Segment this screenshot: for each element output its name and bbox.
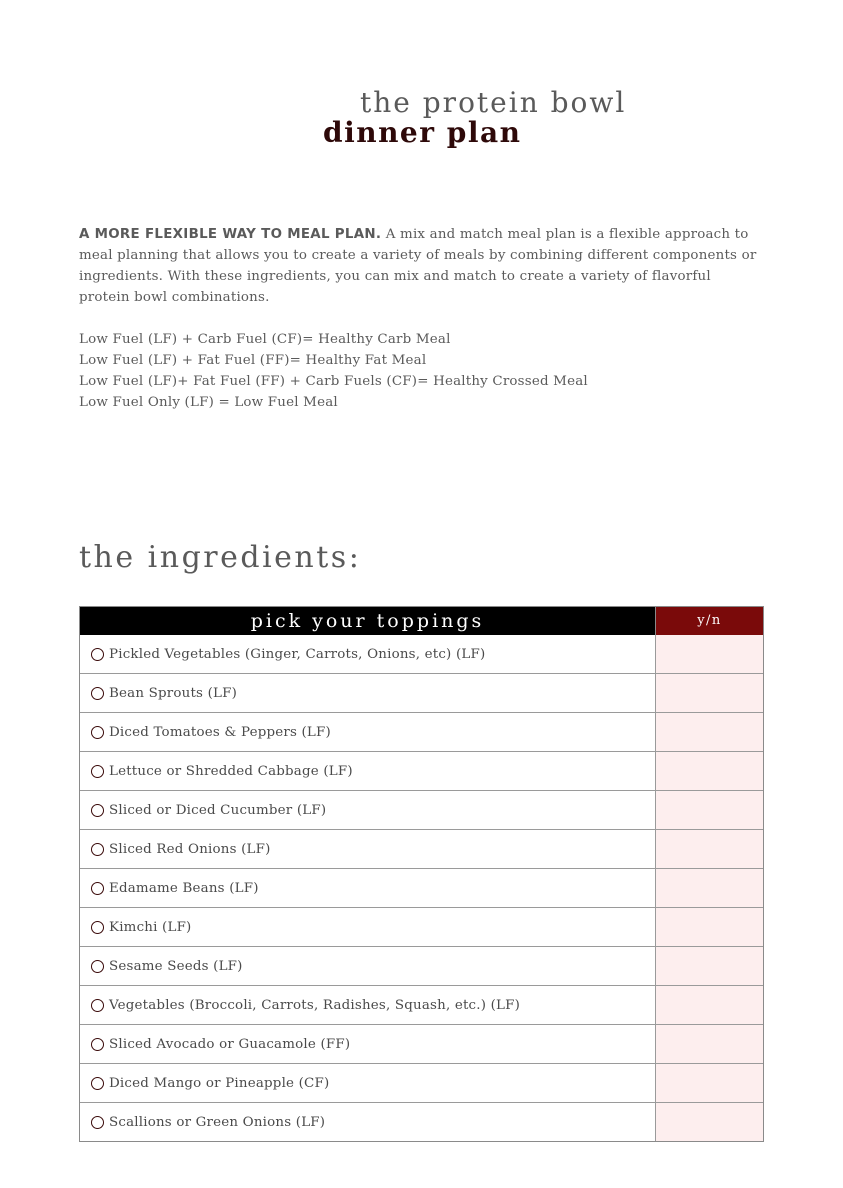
radio-circle-icon[interactable] xyxy=(91,726,104,739)
topping-label: Kimchi (LF) xyxy=(109,919,192,935)
formula-item: Low Fuel (LF)+ Fat Fuel (FF) + Carb Fuels (CF)= Healthy Crossed Meal xyxy=(79,374,588,389)
page-title-line2: dinner plan xyxy=(323,116,522,149)
topping-label: Vegetables (Broccoli, Carrots, Radishes, Squash, etc.) (LF) xyxy=(109,997,521,1013)
topping-label: Edamame Beans (LF) xyxy=(109,880,259,896)
topping-label: Sliced or Diced Cucumber (LF) xyxy=(109,802,327,818)
table-row xyxy=(80,673,763,712)
table-row xyxy=(80,712,763,751)
radio-circle-icon[interactable] xyxy=(91,687,104,700)
yn-cell[interactable] xyxy=(655,674,763,712)
topping-label: Bean Sprouts (LF) xyxy=(109,685,238,701)
radio-circle-icon[interactable] xyxy=(91,843,104,856)
topping-cell xyxy=(80,947,655,985)
topping-label: Diced Mango or Pineapple (CF) xyxy=(109,1075,330,1091)
intro-body: A mix and match meal plan is a flexible approach to meal planning that allows you to create a variety of meals by combining different components or ingredients. With these ingredients, you can mix and match to create a variety of flavorful protein bowl combinations. xyxy=(79,227,757,305)
topping-label: Diced Tomatoes & Peppers (LF) xyxy=(109,724,331,740)
section-heading-ingredients: the ingredients: xyxy=(79,540,362,575)
yn-cell[interactable] xyxy=(655,752,763,790)
yn-cell[interactable] xyxy=(655,791,763,829)
topping-cell xyxy=(80,752,655,790)
topping-cell xyxy=(80,830,655,868)
yn-cell[interactable] xyxy=(655,830,763,868)
topping-label: Sliced Red Onions (LF) xyxy=(109,841,271,857)
table-row xyxy=(80,1024,763,1063)
formula-item: Low Fuel (LF) + Fat Fuel (FF)= Healthy Fat Meal xyxy=(79,353,427,368)
table-row xyxy=(80,635,763,673)
topping-cell xyxy=(80,1103,655,1141)
topping-cell xyxy=(80,869,655,907)
yn-cell[interactable] xyxy=(655,947,763,985)
radio-circle-icon[interactable] xyxy=(91,882,104,895)
table-row xyxy=(80,751,763,790)
radio-circle-icon[interactable] xyxy=(91,1077,104,1090)
table-row xyxy=(80,829,763,868)
page-title-line1: the protein bowl xyxy=(360,86,627,119)
yn-cell[interactable] xyxy=(655,1103,763,1141)
topping-cell xyxy=(80,635,655,673)
topping-cell xyxy=(80,1064,655,1102)
topping-label: Lettuce or Shredded Cabbage (LF) xyxy=(109,763,353,779)
topping-label: Sliced Avocado or Guacamole (FF) xyxy=(109,1036,351,1052)
radio-circle-icon[interactable] xyxy=(91,1038,104,1051)
table-body xyxy=(80,635,763,1141)
topping-label: Pickled Vegetables (Ginger, Carrots, Onions, etc) (LF) xyxy=(109,646,486,662)
topping-label: Scallions or Green Onions (LF) xyxy=(109,1114,326,1130)
table-row xyxy=(80,946,763,985)
toppings-table xyxy=(79,606,764,1142)
yn-cell[interactable] xyxy=(655,713,763,751)
yn-cell[interactable] xyxy=(655,986,763,1024)
table-row xyxy=(80,1102,763,1141)
table-row xyxy=(80,907,763,946)
yn-cell[interactable] xyxy=(655,908,763,946)
formula-item: Low Fuel Only (LF) = Low Fuel Meal xyxy=(79,395,338,410)
table-header-toppings: pick your toppings xyxy=(80,607,655,635)
intro-paragraph xyxy=(79,224,759,308)
topping-cell xyxy=(80,1025,655,1063)
table-row xyxy=(80,1063,763,1102)
intro-lead: A MORE FLEXIBLE WAY TO MEAL PLAN. xyxy=(79,227,382,242)
formula-item: Low Fuel (LF) + Carb Fuel (CF)= Healthy Carb Meal xyxy=(79,332,451,347)
topping-label: Sesame Seeds (LF) xyxy=(109,958,243,974)
topping-cell xyxy=(80,791,655,829)
topping-cell xyxy=(80,713,655,751)
yn-cell[interactable] xyxy=(655,635,763,673)
radio-circle-icon[interactable] xyxy=(91,648,104,661)
yn-cell[interactable] xyxy=(655,1025,763,1063)
topping-cell xyxy=(80,674,655,712)
table-row xyxy=(80,985,763,1024)
radio-circle-icon[interactable] xyxy=(91,999,104,1012)
radio-circle-icon[interactable] xyxy=(91,921,104,934)
formula-list xyxy=(79,329,588,413)
yn-cell[interactable] xyxy=(655,869,763,907)
radio-circle-icon[interactable] xyxy=(91,1116,104,1129)
table-row xyxy=(80,868,763,907)
radio-circle-icon[interactable] xyxy=(91,960,104,973)
table-header xyxy=(80,607,763,635)
table-header-yn: y/n xyxy=(655,607,763,635)
radio-circle-icon[interactable] xyxy=(91,765,104,778)
radio-circle-icon[interactable] xyxy=(91,804,104,817)
topping-cell xyxy=(80,986,655,1024)
yn-cell[interactable] xyxy=(655,1064,763,1102)
table-row xyxy=(80,790,763,829)
topping-cell xyxy=(80,908,655,946)
